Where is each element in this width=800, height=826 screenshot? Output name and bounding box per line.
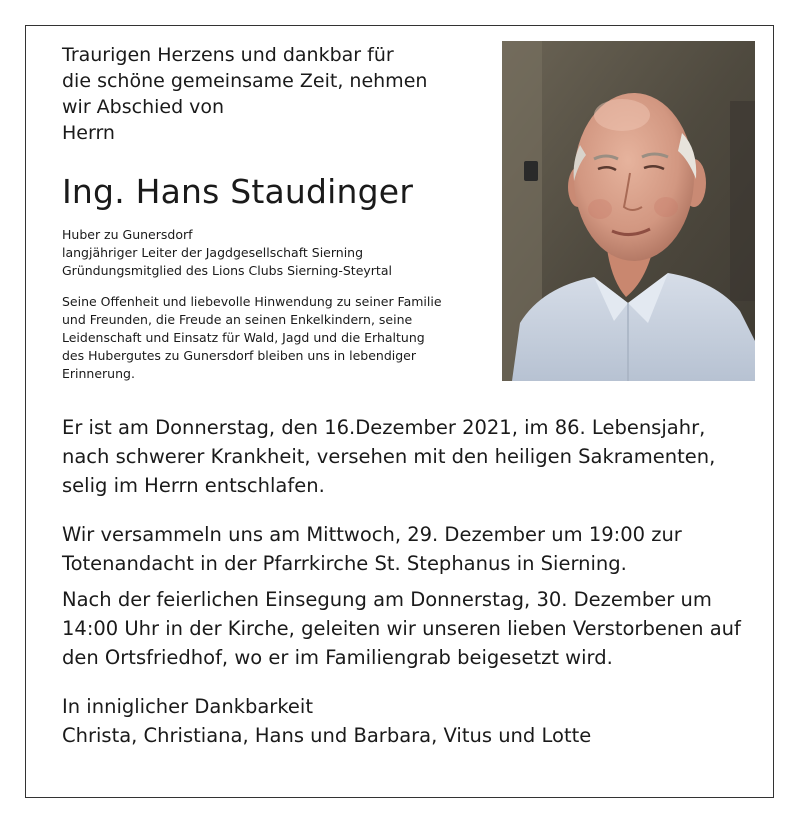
closing-line: In inniglicher Dankbarkeit xyxy=(62,695,313,718)
tribute-line: Erinnerung. xyxy=(62,366,135,381)
role-line: Huber zu Gunersdorf xyxy=(62,227,193,242)
funeral-line: den Ortsfriedhof, wo er im Familiengrab beigesetzt wird. xyxy=(62,646,613,669)
tribute-line: des Hubergutes zu Gunersdorf bleiben uns in lebendiger xyxy=(62,348,417,363)
intro-line: Herrn xyxy=(62,122,115,144)
death-notice xyxy=(62,413,762,500)
funeral-line: 14:00 Uhr in der Kirche, geleiten wir unseren lieben Verstorbenen auf xyxy=(62,617,741,640)
portrait-illustration xyxy=(502,41,755,381)
deceased-roles xyxy=(62,226,392,280)
family-names: Christa, Christiana, Hans und Barbara, Vitus und Lotte xyxy=(62,724,592,747)
vigil-line: Wir versammeln uns am Mittwoch, 29. Dezember um 19:00 zur xyxy=(62,523,682,546)
funeral-line: Nach der feierlichen Einsegung am Donnerstag, 30. Dezember um xyxy=(62,588,712,611)
deceased-name: Ing. Hans Staudinger xyxy=(62,172,414,211)
closing-signature xyxy=(62,692,762,750)
intro-line: wir Abschied von xyxy=(62,96,225,118)
vigil-line: Totenandacht in der Pfarrkirche St. Stephanus in Sierning. xyxy=(62,552,627,575)
portrait-photo xyxy=(502,41,755,381)
tribute-line: Seine Offenheit und liebevolle Hinwendung zu seiner Familie xyxy=(62,294,442,309)
intro-text xyxy=(62,42,492,146)
tribute-text xyxy=(62,293,500,383)
death-notice-line: nach schwerer Krankheit, versehen mit den heiligen Sakramenten, xyxy=(62,445,716,468)
intro-line: die schöne gemeinsame Zeit, nehmen xyxy=(62,70,428,92)
tribute-line: und Freunden, die Freude an seinen Enkelkindern, seine xyxy=(62,312,413,327)
vigil-notice xyxy=(62,520,762,578)
role-line: langjähriger Leiter der Jagdgesellschaft Sierning xyxy=(62,245,364,260)
funeral-notice xyxy=(62,585,762,672)
intro-line: Traurigen Herzens und dankbar für xyxy=(62,44,394,66)
role-line: Gründungsmitglied des Lions Clubs Sierning-Steyrtal xyxy=(62,263,392,278)
death-notice-line: selig im Herrn entschlafen. xyxy=(62,474,325,497)
tribute-line: Leidenschaft und Einsatz für Wald, Jagd und die Erhaltung xyxy=(62,330,425,345)
death-notice-line: Er ist am Donnerstag, den 16.Dezember 2021, im 86. Lebensjahr, xyxy=(62,416,706,439)
